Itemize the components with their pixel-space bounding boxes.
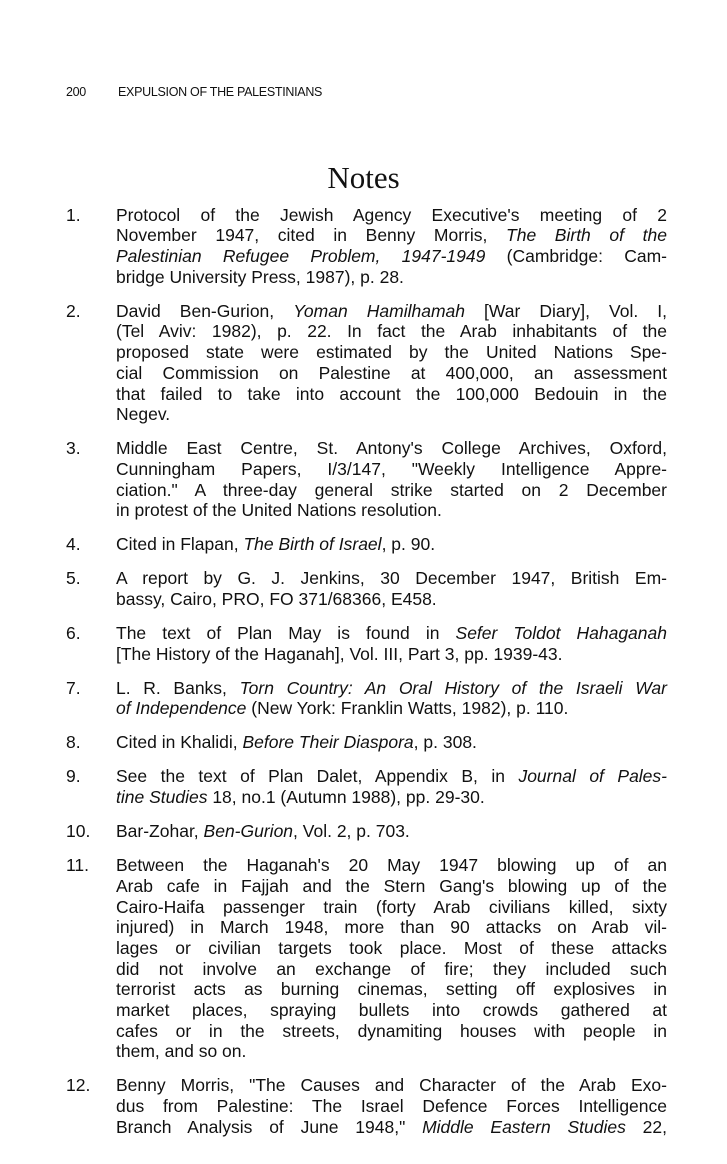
note-line bbox=[116, 1117, 667, 1138]
text-segment: them, and so on. bbox=[116, 1041, 247, 1062]
italic-title: Torn Country: An Oral History of the Israeli War bbox=[239, 677, 667, 698]
note-line bbox=[116, 205, 667, 226]
text-segment: Cited in Khalidi, bbox=[116, 732, 243, 753]
note-line bbox=[116, 363, 667, 384]
running-title: EXPULSION OF THE PALESTINIANS bbox=[118, 85, 323, 99]
text-segment: 18, no.1 (Autumn 1988), pp. 29-30. bbox=[207, 787, 485, 808]
note-line bbox=[116, 500, 667, 521]
text-segment: November 1947, cited in Benny Morris, bbox=[116, 225, 507, 246]
note-item bbox=[66, 534, 667, 555]
note-line bbox=[116, 480, 667, 501]
note-item bbox=[66, 821, 667, 842]
text-segment: (New York: Franklin Watts, 1982), p. 110. bbox=[246, 698, 569, 719]
text-segment: , p. 90. bbox=[381, 534, 436, 555]
note-text bbox=[116, 301, 667, 425]
note-line bbox=[116, 959, 667, 980]
text-segment: [The History of the Haganah], Vol. III, Part 3, pp. 1939-43. bbox=[116, 643, 563, 664]
text-segment: in protest of the United Nations resolution. bbox=[116, 500, 442, 521]
italic-title: Before Their Diaspora bbox=[242, 732, 414, 753]
note-item bbox=[66, 855, 667, 1062]
italic-title: Palestinian Refugee Problem, 1947-1949 bbox=[116, 246, 486, 266]
note-line bbox=[116, 246, 667, 267]
note-number: 7. bbox=[66, 677, 81, 698]
text-segment: 22, bbox=[625, 1116, 667, 1137]
note-line bbox=[116, 1075, 667, 1096]
note-line bbox=[116, 459, 667, 480]
text-segment: terrorist acts as burning cinemas, setting off explosives in bbox=[116, 979, 667, 1000]
note-number: 8. bbox=[66, 732, 81, 753]
text-segment: (Cambridge: Cam- bbox=[485, 246, 667, 266]
notes-list bbox=[66, 205, 667, 1151]
text-segment: cafes or in the streets, dynamiting houses with people in bbox=[116, 1020, 667, 1041]
note-line bbox=[116, 938, 667, 959]
text-segment: proposed state were estimated by the United Nations Spe- bbox=[116, 342, 667, 363]
running-head bbox=[66, 84, 322, 100]
note-line bbox=[116, 225, 667, 246]
italic-title: Ben-Gurion bbox=[203, 821, 294, 842]
text-segment: Negev. bbox=[116, 404, 171, 425]
text-segment: Between the Haganah's 20 May 1947 blowing up of an bbox=[116, 855, 667, 876]
note-item bbox=[66, 732, 667, 753]
text-segment: Cunningham Papers, I/3/147, "Weekly Intelligence Appre- bbox=[116, 458, 667, 479]
italic-title: Sefer Toldot Hahaganah bbox=[455, 623, 667, 644]
note-number: 4. bbox=[66, 534, 81, 555]
text-segment: Branch Analysis of June 1948," bbox=[116, 1116, 423, 1137]
text-segment: did not involve an exchange of fire; they included such bbox=[116, 958, 667, 979]
note-number: 9. bbox=[66, 766, 81, 787]
text-segment: bassy, Cairo, PRO, FO 371/68366, E458. bbox=[116, 589, 437, 610]
note-number: 2. bbox=[66, 300, 81, 321]
text-segment: A report by G. J. Jenkins, 30 December 1947, British Em- bbox=[116, 568, 667, 589]
note-text bbox=[116, 766, 667, 807]
text-segment: The text of Plan May is found in bbox=[116, 623, 456, 644]
note-line bbox=[116, 766, 667, 787]
note-item bbox=[66, 766, 667, 807]
note-text bbox=[116, 732, 667, 753]
note-text bbox=[116, 534, 667, 555]
italic-title: Journal of Pales- bbox=[518, 766, 667, 787]
text-segment: , p. 308. bbox=[413, 732, 477, 753]
note-line bbox=[116, 787, 667, 808]
note-line bbox=[116, 876, 667, 897]
text-segment: , Vol. 2, p. 703. bbox=[293, 821, 410, 842]
note-text bbox=[116, 205, 667, 288]
text-segment: dus from Palestine: The Israel Defence Forces Intelligence bbox=[116, 1096, 667, 1117]
text-segment: L. R. Banks, bbox=[116, 677, 240, 698]
note-number: 12. bbox=[66, 1075, 91, 1096]
note-line bbox=[116, 1021, 667, 1042]
text-segment: Cairo-Haifa passenger train (forty Arab civilians killed, sixty bbox=[116, 896, 667, 917]
text-segment: Protocol of the Jewish Agency Executive's meeting of 2 bbox=[116, 204, 667, 225]
note-line bbox=[116, 917, 667, 938]
note-line bbox=[116, 568, 667, 589]
section-title bbox=[0, 160, 727, 196]
italic-title: Middle Eastern Studies bbox=[422, 1116, 626, 1137]
text-segment: David Ben-Gurion, bbox=[116, 300, 294, 321]
note-line bbox=[116, 589, 667, 610]
note-line bbox=[116, 678, 667, 699]
note-line bbox=[116, 438, 667, 459]
text-segment: [War Diary], Vol. I, bbox=[465, 300, 667, 321]
note-number: 11. bbox=[66, 855, 90, 876]
note-line bbox=[116, 1096, 667, 1117]
note-item bbox=[66, 205, 667, 288]
note-number: 3. bbox=[66, 438, 81, 459]
text-segment: Middle East Centre, St. Antony's College Archives, Oxford, bbox=[116, 438, 667, 459]
note-text bbox=[116, 623, 667, 664]
note-text bbox=[116, 1075, 667, 1137]
note-line bbox=[116, 384, 667, 405]
note-line bbox=[116, 342, 667, 363]
note-line bbox=[116, 1000, 667, 1021]
note-line bbox=[116, 698, 667, 719]
page-number: 200 bbox=[66, 85, 86, 99]
note-item bbox=[66, 678, 667, 719]
text-segment: Arab cafe in Fajjah and the Stern Gang's blowing up of the bbox=[116, 875, 667, 896]
text-segment: Bar-Zohar, bbox=[116, 821, 204, 842]
text-segment: (Tel Aviv: 1982), p. 22. In fact the Arab inhabitants of the bbox=[116, 321, 667, 342]
text-segment: Benny Morris, "The Causes and Character of the Arab Exo- bbox=[116, 1075, 667, 1096]
note-text bbox=[116, 821, 667, 842]
note-line bbox=[116, 404, 667, 425]
note-line bbox=[116, 644, 667, 665]
italic-title: The Birth of Israel bbox=[243, 534, 382, 555]
note-line bbox=[116, 534, 667, 555]
italic-title: Yoman Hamilhamah bbox=[293, 300, 465, 321]
note-text bbox=[116, 855, 667, 1062]
note-item bbox=[66, 568, 667, 609]
note-number: 10. bbox=[66, 821, 91, 842]
text-segment: cial Commission on Palestine at 400,000, an assessment bbox=[116, 362, 667, 383]
text-segment: See the text of Plan Dalet, Appendix B, in bbox=[116, 766, 519, 787]
note-text bbox=[116, 438, 667, 521]
note-item bbox=[66, 623, 667, 664]
text-segment: injured) in March 1948, more than 90 attacks on Arab vil- bbox=[116, 917, 667, 938]
note-line bbox=[116, 1041, 667, 1062]
section-title-text: Notes bbox=[327, 160, 400, 195]
text-segment: bridge University Press, 1987), p. 28. bbox=[116, 266, 404, 287]
italic-title: of Independence bbox=[116, 698, 247, 719]
note-line bbox=[116, 623, 667, 644]
note-line bbox=[116, 732, 667, 753]
note-line bbox=[116, 821, 667, 842]
text-segment: lages or civilian targets took place. Most of these attacks bbox=[116, 937, 667, 958]
note-line bbox=[116, 979, 667, 1000]
note-line bbox=[116, 897, 667, 918]
note-text bbox=[116, 568, 667, 609]
note-item bbox=[66, 301, 667, 425]
note-number: 6. bbox=[66, 623, 81, 644]
note-number: 5. bbox=[66, 568, 81, 589]
note-item bbox=[66, 438, 667, 521]
italic-title: tine Studies bbox=[116, 787, 208, 808]
note-line bbox=[116, 267, 667, 288]
note-line bbox=[116, 301, 667, 322]
text-segment: market places, spraying bullets into crowds gathered at bbox=[116, 1000, 667, 1021]
note-item bbox=[66, 1075, 667, 1137]
note-number: 1. bbox=[66, 204, 81, 225]
note-line bbox=[116, 855, 667, 876]
text-segment: that failed to take into account the 100,000 Bedouin in the bbox=[116, 383, 667, 404]
note-text bbox=[116, 678, 667, 719]
text-segment: ciation." A three-day general strike started on 2 December bbox=[116, 479, 667, 500]
text-segment: Cited in Flapan, bbox=[116, 534, 244, 555]
note-line bbox=[116, 321, 667, 342]
italic-title: The Birth of the bbox=[506, 225, 667, 246]
